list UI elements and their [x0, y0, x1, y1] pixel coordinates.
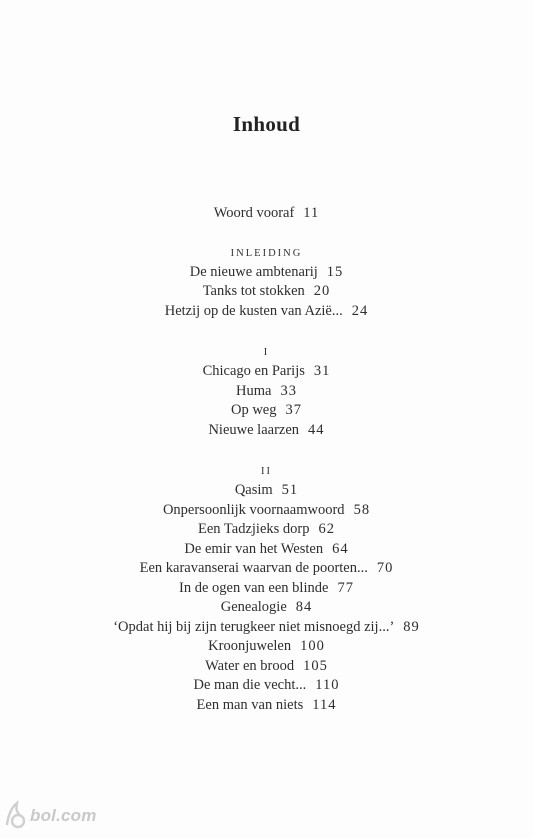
- toc-entry: [0, 382, 533, 402]
- toc-entry-label: Onpersoonlijk voornaamwoord: [162, 501, 345, 518]
- toc-entry: [0, 637, 533, 657]
- toc-entry-label: Qasim: [234, 482, 273, 498]
- toc-entry: [0, 598, 533, 618]
- toc-entry: [0, 559, 533, 579]
- toc-entry-label: Een karavanserai waarvan de poorten...: [139, 560, 368, 576]
- toc-entry: [0, 501, 533, 521]
- toc-entry-label: Chicago en Parijs: [202, 363, 305, 379]
- toc-entry-page: 37: [285, 402, 302, 418]
- toc-entry-page: 33: [280, 382, 297, 399]
- toc-entry: [0, 421, 533, 441]
- toc-entry-page: 15: [326, 263, 344, 280]
- bol-logo-icon: [4, 798, 28, 832]
- toc-entry-label: Water en brood: [205, 657, 295, 674]
- toc-entry-label: De man die vecht...: [193, 677, 307, 693]
- toc-entry: [0, 282, 533, 302]
- toc-entry-page: 20: [313, 283, 331, 299]
- page-title: Inhoud: [232, 112, 301, 136]
- toc-entry: [0, 263, 533, 283]
- toc-entry-label: Op weg: [230, 402, 277, 418]
- toc-entry-page: 11: [303, 205, 320, 221]
- toc-entry-label: De emir van het Westen: [184, 540, 324, 557]
- toc-entry: [0, 401, 533, 421]
- section-label-part-1: I: [263, 347, 270, 358]
- toc-entry-label: Een man van niets: [196, 696, 304, 713]
- toc-entry-preface: [0, 204, 533, 224]
- toc-entry-page: 89: [403, 618, 420, 635]
- toc-entry-label: Hetzij op de kusten van Azië...: [164, 302, 343, 319]
- toc-entry-label: In de ogen van een blinde: [179, 579, 329, 596]
- toc-entry: [0, 657, 533, 677]
- toc-entry-page: 105: [303, 657, 328, 674]
- toc-entry-label: ‘Opdat hij bij zijn terugkeer niet misnoegd zij...’: [113, 618, 395, 635]
- toc-entry: [0, 579, 533, 599]
- toc-entry-label: Genealogie: [220, 599, 287, 615]
- watermark: [4, 798, 144, 834]
- toc-entry-page: 110: [315, 677, 340, 693]
- toc-entry-page: 100: [300, 638, 325, 654]
- toc-entry: [0, 302, 533, 322]
- toc-entry-page: 64: [332, 540, 349, 557]
- toc-entry: [0, 618, 533, 638]
- toc-entry-label: Een Tadzjieks dorp: [198, 521, 310, 537]
- toc-entry-page: 44: [308, 421, 325, 438]
- section-label-inleiding: INLEIDING: [230, 247, 303, 259]
- section-label-part-2: II: [261, 466, 272, 477]
- toc-entry: [0, 676, 533, 696]
- toc-entry-page: 58: [353, 501, 371, 518]
- toc-entry-page: 62: [318, 521, 335, 537]
- watermark-text: bol.com: [30, 806, 97, 825]
- toc-entry-page: 24: [351, 302, 369, 319]
- toc-entry-page: 51: [281, 482, 299, 498]
- toc-entry-page: 77: [337, 579, 354, 596]
- toc-entry: [0, 481, 533, 501]
- toc-entry-label: Huma: [236, 382, 272, 399]
- toc-entry-label: Kroonjuwelen: [208, 638, 292, 654]
- toc-entry-label: De nieuwe ambtenarij: [189, 263, 318, 280]
- toc-entry: [0, 362, 533, 382]
- toc-entry-page: 84: [295, 599, 313, 615]
- table-of-contents: [0, 204, 533, 715]
- toc-entry-page: 114: [312, 696, 337, 713]
- toc-entry: [0, 696, 533, 716]
- toc-entry-label: Tanks tot stokken: [202, 283, 305, 299]
- toc-entry: [0, 540, 533, 560]
- toc-entry: [0, 520, 533, 540]
- toc-entry-page: 31: [313, 363, 331, 379]
- toc-entry-label: Nieuwe laarzen: [208, 421, 300, 438]
- toc-entry-label: Woord vooraf: [213, 205, 295, 221]
- toc-entry-page: 70: [376, 560, 394, 576]
